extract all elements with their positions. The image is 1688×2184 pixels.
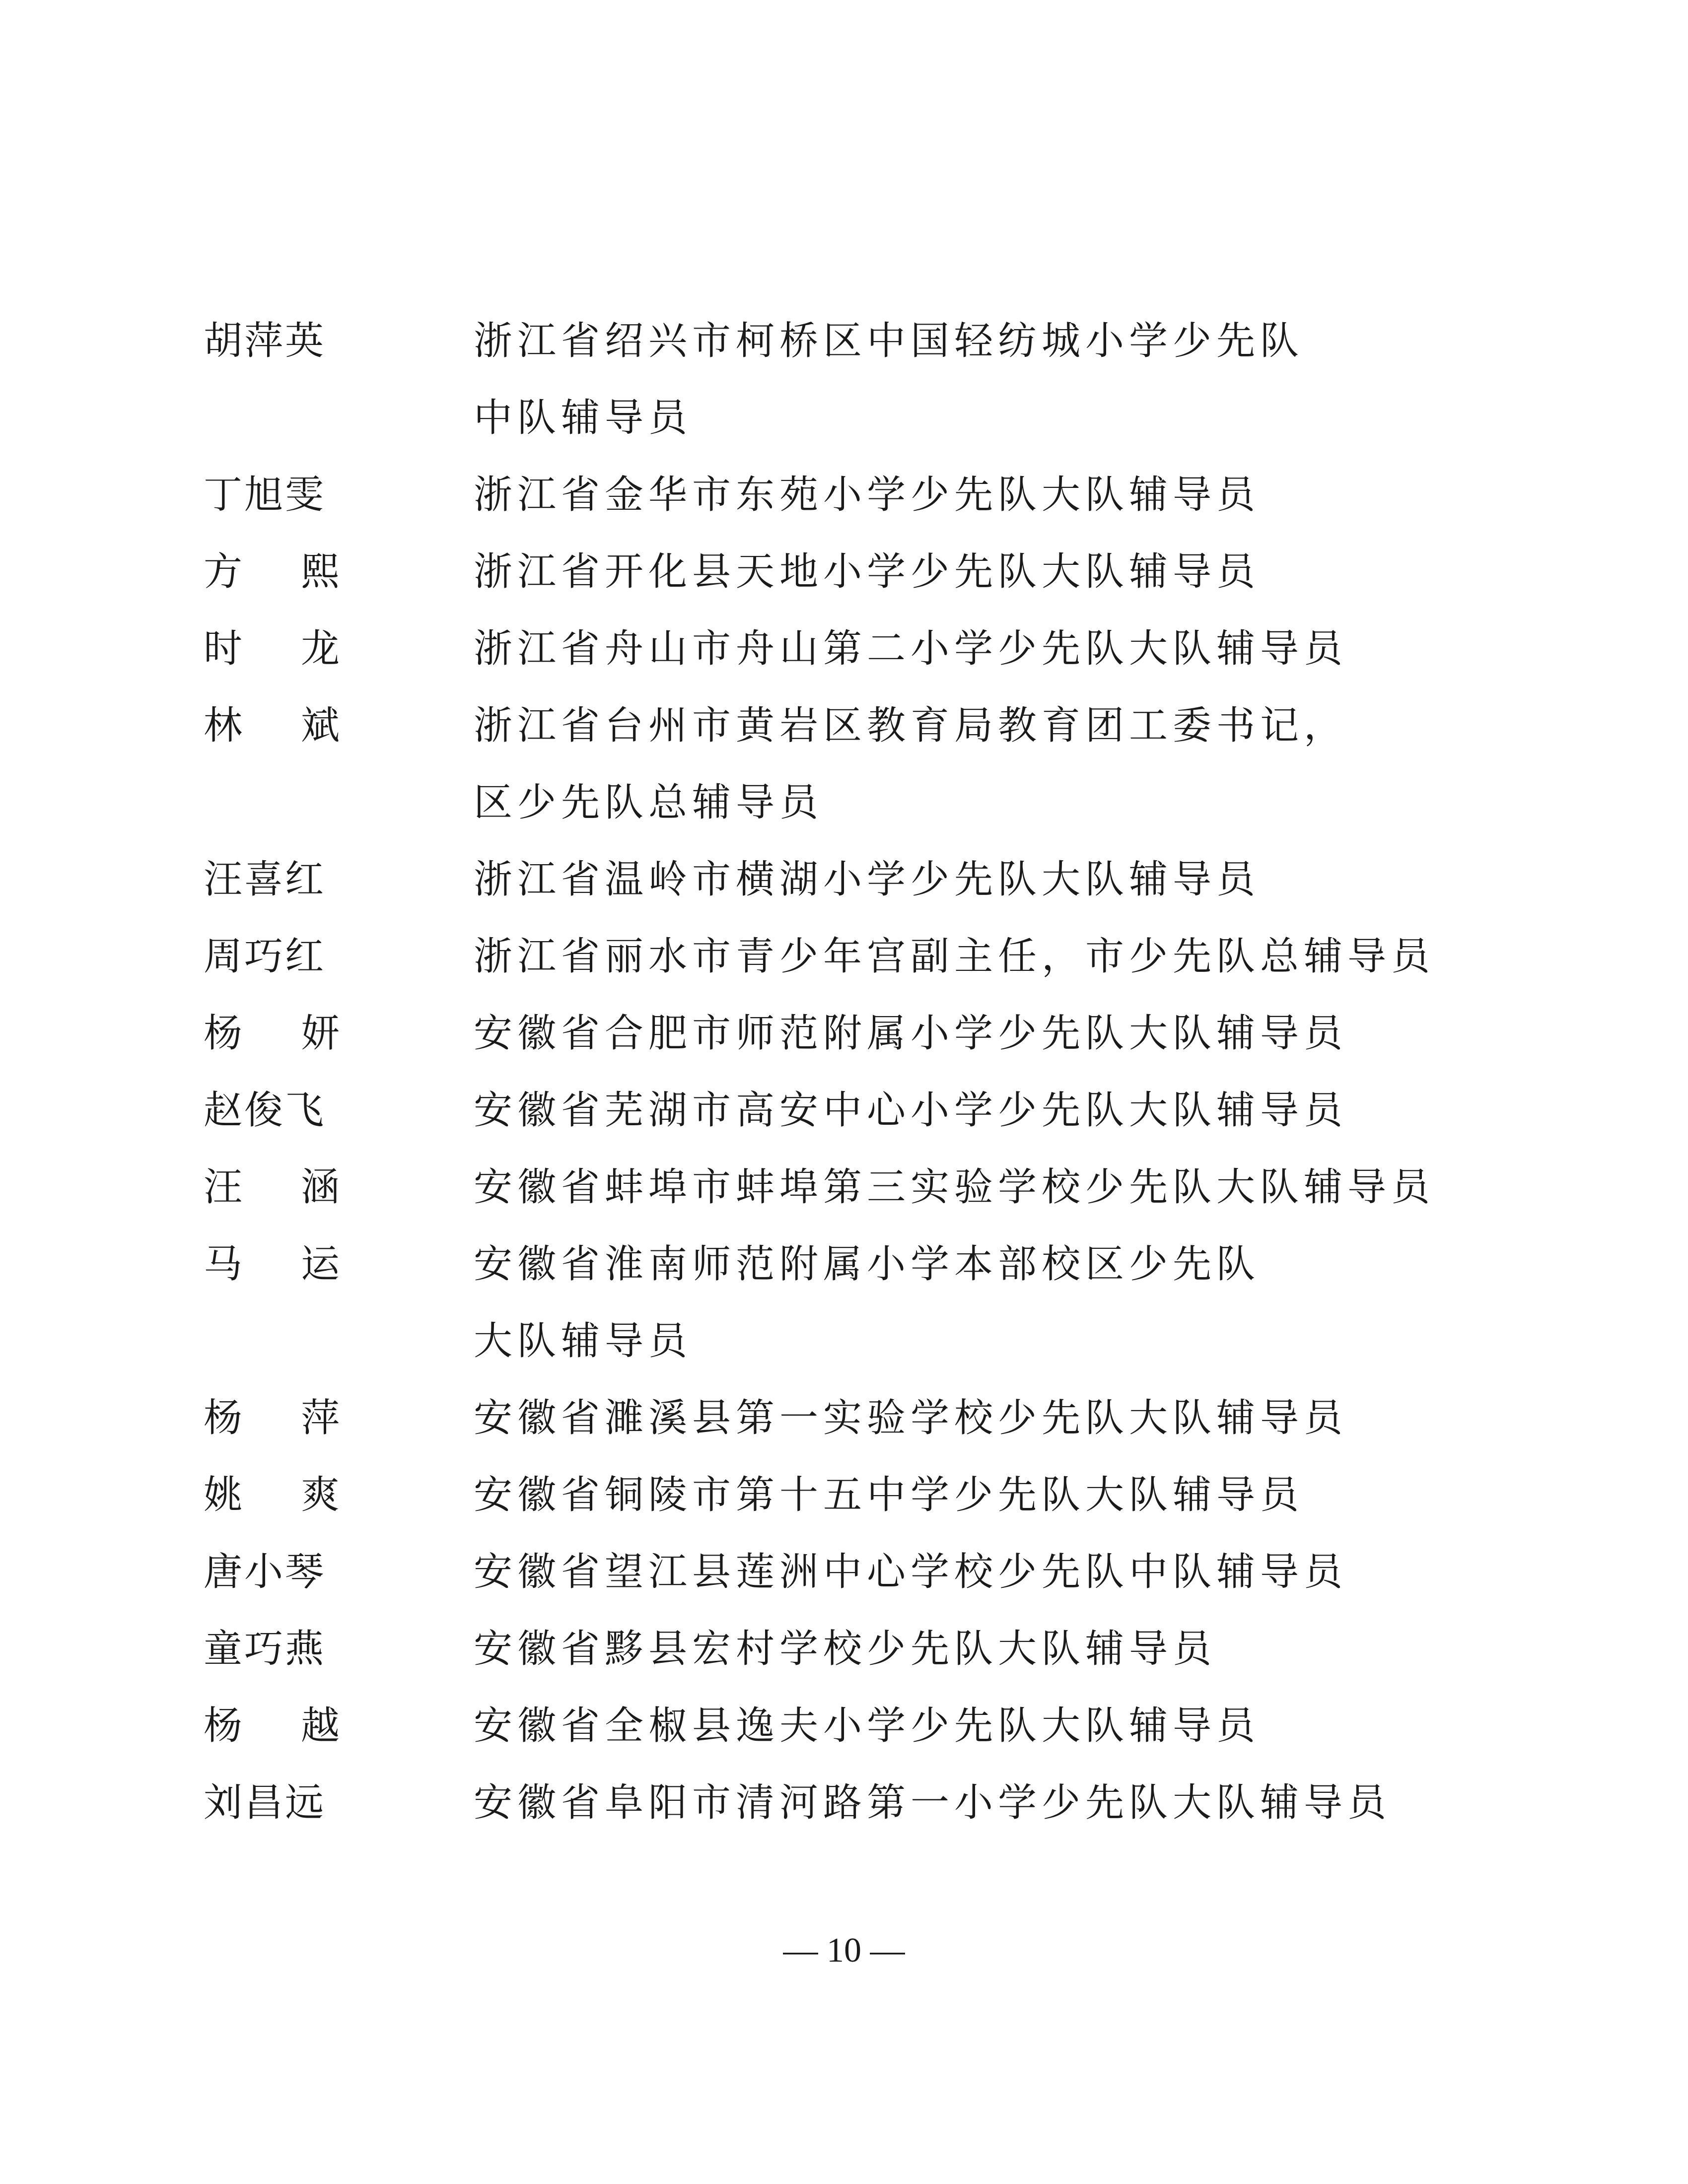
person-name: 童巧燕	[204, 1627, 326, 1671]
title-line: 安徽省蚌埠市蚌埠第三实验学校少先队大队辅导员	[474, 1165, 1435, 1210]
person-title	[474, 611, 1494, 687]
person-name: 丁旭雯	[204, 473, 326, 517]
list-item	[204, 1611, 1494, 1688]
person-title	[474, 1457, 1494, 1534]
list-item	[204, 1688, 1494, 1765]
person-name: 赵俊飞	[204, 1088, 326, 1133]
title-line: 浙江省丽水市青少年宫副主任，市少先队总辅导员	[474, 934, 1435, 979]
list-item	[204, 1072, 1494, 1149]
title-line: 浙江省开化县天地小学少先队大队辅导员	[474, 549, 1261, 594]
person-title	[474, 1072, 1494, 1149]
title-line: 安徽省铜陵市第十五中学少先队大队辅导员	[474, 1473, 1304, 1517]
list-item	[204, 918, 1494, 995]
person-name: 刘昌远	[204, 1780, 326, 1825]
person-title	[474, 1380, 1494, 1457]
list-item	[204, 457, 1494, 534]
person-name: 胡萍英	[204, 319, 326, 363]
person-title	[474, 918, 1494, 995]
title-line: 安徽省芜湖市高安中心小学少先队大队辅导员	[474, 1088, 1348, 1133]
person-name: 马运	[204, 1242, 399, 1287]
list-item	[204, 1226, 1494, 1380]
title-line: 浙江省台州市黄岩区教育局教育团工委书记，	[474, 703, 1348, 748]
person-name: 林斌	[204, 703, 399, 748]
list-item	[204, 1765, 1494, 1842]
honoree-list	[204, 303, 1494, 1842]
person-title	[474, 1534, 1494, 1611]
person-name: 汪喜红	[204, 857, 326, 902]
person-name: 唐小琴	[204, 1550, 326, 1594]
person-title	[474, 534, 1494, 611]
person-title	[474, 1149, 1494, 1226]
page-number: — 10 —	[783, 1931, 905, 1970]
list-item	[204, 687, 1494, 841]
person-title	[474, 1611, 1494, 1688]
title-line: 区少先队总辅导员	[474, 780, 824, 825]
list-item	[204, 1149, 1494, 1226]
title-line: 大队辅导员	[474, 1319, 693, 1364]
title-line: 安徽省濉溪县第一实验学校少先队大队辅导员	[474, 1396, 1348, 1440]
person-title	[474, 303, 1494, 457]
person-title	[474, 1226, 1494, 1380]
person-title	[474, 995, 1494, 1072]
person-name: 方熙	[204, 549, 399, 594]
title-line: 安徽省黟县宏村学校少先队大队辅导员	[474, 1627, 1217, 1671]
person-title	[474, 1688, 1494, 1765]
title-line: 浙江省金华市东苑小学少先队大队辅导员	[474, 473, 1261, 517]
title-line: 浙江省温岭市横湖小学少先队大队辅导员	[474, 857, 1261, 902]
person-name: 时龙	[204, 626, 399, 671]
list-item	[204, 841, 1494, 918]
person-name: 姚爽	[204, 1473, 399, 1517]
person-name: 杨妍	[204, 1011, 399, 1056]
list-item	[204, 995, 1494, 1072]
title-line: 安徽省望江县莲洲中心学校少先队中队辅导员	[474, 1550, 1348, 1594]
title-line: 浙江省舟山市舟山第二小学少先队大队辅导员	[474, 626, 1348, 671]
person-title	[474, 1765, 1494, 1842]
title-line: 安徽省阜阳市清河路第一小学少先队大队辅导员	[474, 1780, 1392, 1825]
person-name: 杨越	[204, 1704, 399, 1748]
title-line: 浙江省绍兴市柯桥区中国轻纺城小学少先队	[474, 319, 1304, 363]
person-title	[474, 457, 1494, 534]
title-line: 安徽省合肥市师范附属小学少先队大队辅导员	[474, 1011, 1348, 1056]
list-item	[204, 303, 1494, 457]
person-name: 杨萍	[204, 1396, 399, 1440]
person-name: 汪涵	[204, 1165, 399, 1210]
list-item	[204, 1380, 1494, 1457]
person-title	[474, 687, 1494, 841]
list-item	[204, 1534, 1494, 1611]
person-title	[474, 841, 1494, 918]
person-name: 周巧红	[204, 934, 326, 979]
list-item	[204, 1457, 1494, 1534]
title-line: 安徽省全椒县逸夫小学少先队大队辅导员	[474, 1704, 1261, 1748]
title-line: 安徽省淮南师范附属小学本部校区少先队	[474, 1242, 1261, 1287]
list-item	[204, 611, 1494, 687]
list-item	[204, 534, 1494, 611]
title-line: 中队辅导员	[474, 396, 693, 440]
